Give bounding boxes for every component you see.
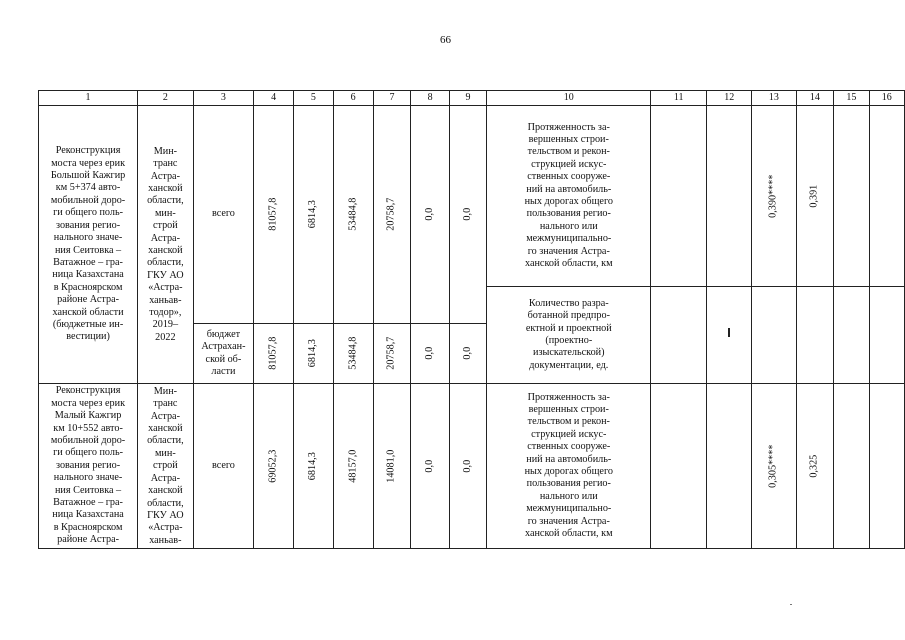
page-number: 66 <box>440 34 451 46</box>
value-cell-13 <box>752 106 796 287</box>
value-cell-9 <box>449 384 486 549</box>
name-line: вестиции) <box>66 331 110 343</box>
executor-line: Астра- <box>150 410 180 422</box>
indicator-line: струкцией искус- <box>531 428 607 440</box>
name-line: Реконструкция <box>55 145 121 157</box>
name-line: Ватажное – гра- <box>53 256 123 268</box>
value-text: 20758,7 <box>385 197 397 232</box>
executor-cell <box>138 106 194 384</box>
name-line: в Красноярском <box>53 521 123 533</box>
value-cell-7 <box>373 324 411 384</box>
indicator-line: документации, ед. <box>529 359 609 371</box>
header-cell: 12 <box>707 91 752 106</box>
empty-cell-15 <box>834 384 869 549</box>
executor-line: области, <box>147 195 184 207</box>
source-cell <box>193 324 254 384</box>
indicator-cell <box>487 106 651 287</box>
name-line: районе Астра- <box>57 294 119 306</box>
executor-line: тодор», <box>149 307 182 319</box>
indicator-line: ний на автомобиль- <box>526 183 612 195</box>
executor-line: строй <box>152 220 178 232</box>
empty-cell-11 <box>651 384 707 549</box>
header-cell: 10 <box>487 91 651 106</box>
indicator-line: ектной и проектной <box>525 322 612 334</box>
indicator-line: пользования регио- <box>526 208 611 220</box>
source-line: ласти <box>211 365 236 377</box>
indicator-line: ственных сооруже- <box>527 441 611 453</box>
value-cell-5 <box>294 384 334 549</box>
name-line: ги общего поль- <box>53 207 124 219</box>
executor-line: ГКУ АО <box>147 509 184 521</box>
project-name-cell <box>39 384 138 549</box>
source-cell: всего <box>193 106 254 324</box>
header-cell: 3 <box>193 91 254 106</box>
indicator-cell <box>487 287 651 384</box>
table-row <box>39 384 905 549</box>
value-cell-9 <box>449 106 486 324</box>
header-cell: 5 <box>294 91 334 106</box>
executor-line: строй <box>152 460 178 472</box>
value-cell-6 <box>333 324 373 384</box>
value-text: 48157,0 <box>346 449 358 483</box>
value-text: 0,0 <box>461 208 473 221</box>
source-line: ской об- <box>205 353 242 365</box>
indicator-line: тельством и рекон- <box>527 416 610 428</box>
indicator-line: ханской области, км <box>525 258 613 270</box>
executor-line: Мин- <box>153 385 178 397</box>
indicator-line: Протяженность за- <box>527 391 610 403</box>
indicator-line: струкцией искус- <box>531 158 607 170</box>
name-line: ханской области <box>52 306 124 318</box>
name-line: км 10+552 авто- <box>53 422 123 434</box>
name-line: в Красноярском <box>53 281 123 293</box>
value-cell-9 <box>449 324 486 384</box>
value-text: 6814,3 <box>307 200 319 229</box>
header-cell: 9 <box>449 91 486 106</box>
name-line: ния Сеитовка – <box>54 244 122 256</box>
indicator-line: ханской области, км <box>525 528 613 540</box>
value-text: 81057,8 <box>267 336 279 371</box>
value-cell-14 <box>796 384 834 549</box>
indicator-line: вершенных строи- <box>528 403 609 415</box>
executor-line: области, <box>147 497 184 509</box>
value-text: 0,0 <box>423 347 435 360</box>
empty-cell-11 <box>651 287 707 384</box>
header-cell: 14 <box>796 91 834 106</box>
indicator-line: вершенных строи- <box>528 133 609 145</box>
name-line: мобильной доро- <box>50 194 126 206</box>
name-line: Большой Кажгир <box>50 170 126 182</box>
indicator-line: го значения Астра- <box>527 245 610 257</box>
indicator-line: нального или <box>539 220 598 232</box>
value-text: 0,0 <box>461 347 473 360</box>
value-text: 0,0 <box>423 208 435 221</box>
empty-cell-16 <box>869 106 905 287</box>
program-table <box>38 90 905 549</box>
executor-line: ханьав- <box>149 534 182 546</box>
executor-line: ГКУ АО <box>147 269 184 281</box>
source-line: бюджет <box>206 328 241 340</box>
indicator-line: ний на автомобиль- <box>526 453 612 465</box>
empty-cell-13 <box>752 287 796 384</box>
table-row <box>39 106 905 287</box>
indicator-line: ственных сооруже- <box>527 171 611 183</box>
empty-cell-12 <box>707 384 752 549</box>
value-text: 6814,3 <box>307 339 319 368</box>
empty-cell-16 <box>869 287 905 384</box>
value-cell-8 <box>411 384 449 549</box>
value-cell-14 <box>796 106 834 287</box>
value-text: 53484,8 <box>346 336 358 371</box>
indicator-line: Протяженность за- <box>527 121 610 133</box>
header-cell: 11 <box>651 91 707 106</box>
name-line: ги общего поль- <box>53 447 124 459</box>
name-line: (бюджетные ин- <box>52 318 124 330</box>
empty-cell-14 <box>796 287 834 384</box>
header-cell: 13 <box>752 91 796 106</box>
value-text: 81057,8 <box>267 197 279 232</box>
indicator-line: изыскательской) <box>533 347 605 359</box>
name-line: нального значе- <box>53 232 123 244</box>
header-cell: 7 <box>373 91 411 106</box>
header-row <box>39 91 905 106</box>
executor-line: ханской <box>148 423 183 435</box>
name-line: мобильной доро- <box>50 434 126 446</box>
empty-cell-12 <box>707 106 752 287</box>
indicator-line: ботанной предпро- <box>527 310 610 322</box>
header-cell: 8 <box>411 91 449 106</box>
executor-line: Астра- <box>150 170 180 182</box>
indicator-cell <box>487 384 651 549</box>
name-line: ния Сеитовка – <box>54 484 122 496</box>
value-text: 0,0 <box>423 459 435 473</box>
executor-line: «Астра- <box>148 522 183 534</box>
value-cell-7 <box>373 106 411 324</box>
name-line: км 5+374 авто- <box>55 182 121 194</box>
value-cell-7 <box>373 384 411 549</box>
header-cell: 4 <box>254 91 294 106</box>
empty-cell-11 <box>651 106 707 287</box>
value-cell-4 <box>254 384 294 549</box>
source-line: Астрахан- <box>201 341 246 353</box>
indicator-line: ных дорогах общего <box>524 466 613 477</box>
header-cell: 15 <box>834 91 869 106</box>
value-text: 0,305**** <box>767 444 779 488</box>
indicator-line: тельством и рекон- <box>527 146 610 158</box>
value-cell-6 <box>333 106 373 324</box>
empty-cell-15 <box>834 106 869 287</box>
executor-line: мин- <box>154 207 176 219</box>
executor-line: ханской <box>148 485 183 497</box>
indicator-line: го значения Астра- <box>527 515 610 527</box>
value-text: 6814,3 <box>307 451 319 481</box>
name-line: районе Астра- <box>57 534 119 546</box>
indicator-line: пользования регио- <box>526 478 611 490</box>
executor-line: области, <box>147 257 184 269</box>
value-text: 53484,8 <box>346 197 358 232</box>
name-line: Малый Кажгир <box>54 410 122 422</box>
header-cell: 6 <box>333 91 373 106</box>
name-line: ница Казахстана <box>52 269 124 281</box>
executor-line: транс <box>153 398 178 410</box>
empty-cell-16 <box>869 384 905 549</box>
value-text: 0,390**** <box>767 174 779 218</box>
value-text: 0,325 <box>808 454 820 478</box>
indicator-line: (проектно- <box>545 335 593 346</box>
executor-line: области, <box>147 435 184 447</box>
name-line: ница Казахстана <box>52 509 124 521</box>
value-text: 0,0 <box>461 459 473 473</box>
indicator-line: ных дорогах общего <box>524 196 613 207</box>
scan-speck <box>790 604 792 605</box>
name-line: Ватажное – гра- <box>53 497 123 509</box>
value-cell-8 <box>411 324 449 384</box>
value-text: 0,391 <box>808 184 820 208</box>
indicator-line: Количество разра- <box>528 297 609 309</box>
value-cell-5 <box>294 106 334 324</box>
value-cell-4 <box>254 106 294 324</box>
name-line: нального значе- <box>53 472 123 484</box>
value-text: 69052,3 <box>267 449 279 483</box>
dash-mark <box>728 328 730 337</box>
executor-line: Мин- <box>153 145 178 157</box>
header-cell: 2 <box>138 91 194 106</box>
value-cell-8 <box>411 106 449 324</box>
executor-line: Астра- <box>150 472 180 484</box>
value-text: 20758,7 <box>385 336 397 371</box>
indicator-line: нального или <box>539 490 598 502</box>
name-line: зования регио- <box>55 219 121 231</box>
executor-line: 2019– <box>152 319 179 331</box>
header-cell: 16 <box>869 91 905 106</box>
executor-line: транс <box>153 158 178 170</box>
empty-cell-15 <box>834 287 869 384</box>
source-cell: всего <box>193 384 254 549</box>
name-line: Реконструкция <box>55 385 121 397</box>
executor-line: ханской <box>148 245 183 256</box>
value-cell-13 <box>752 384 796 549</box>
value-text: 14081,0 <box>385 449 397 483</box>
name-line: моста через ерик <box>51 397 126 409</box>
name-line: зования регио- <box>55 459 121 471</box>
dash-cell-12 <box>707 287 752 384</box>
header-cell: 1 <box>39 91 138 106</box>
name-line: моста через ерик <box>51 157 126 169</box>
executor-line: 2022 <box>155 331 176 343</box>
value-cell-5 <box>294 324 334 384</box>
executor-line: ханьав- <box>149 294 182 306</box>
project-name-cell <box>39 106 138 384</box>
executor-line: ханской <box>148 182 183 194</box>
executor-line: Астра- <box>150 232 180 244</box>
value-cell-4 <box>254 324 294 384</box>
executor-cell <box>138 384 194 549</box>
executor-line: «Астра- <box>148 282 183 294</box>
indicator-line: межмуниципально- <box>526 233 612 245</box>
executor-line: мин- <box>154 447 176 459</box>
indicator-line: межмуниципально- <box>526 503 612 515</box>
value-cell-6 <box>333 384 373 549</box>
